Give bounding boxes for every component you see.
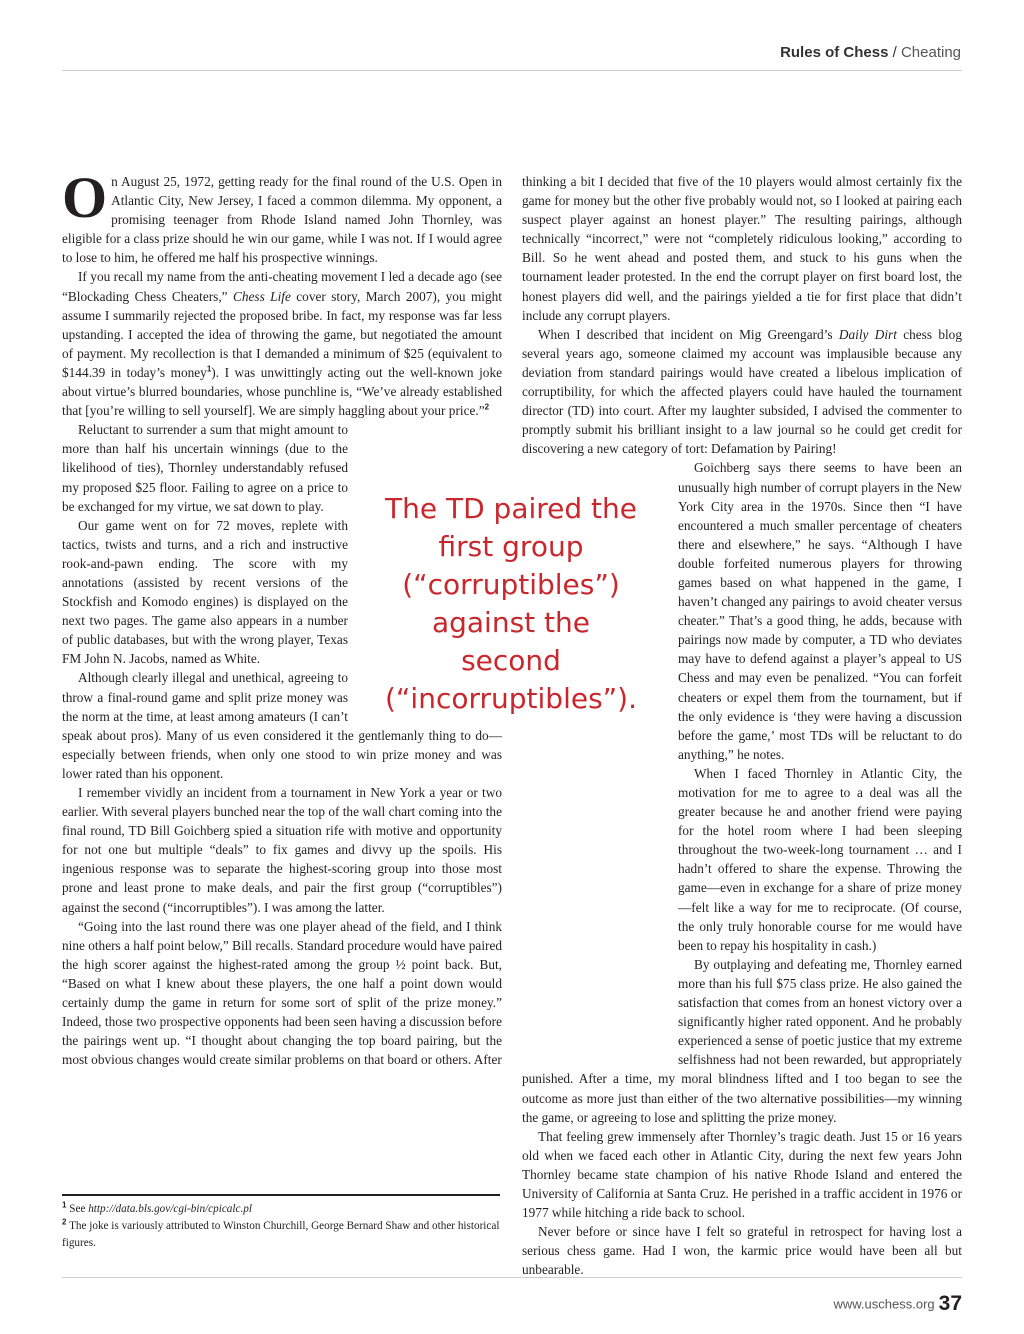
paragraph-1 <box>62 165 502 267</box>
header-section: Rules of Chess <box>780 44 889 61</box>
paragraph-7: “Going into the last round there was one player ahead of the field, and I think nine others a half point below,” Bill recalls. Standard procedure would have paired the high scorer against the highest-rated among the group ½ point back. But, “Based on what I knew about these players, the one half a point down would certainly dump the game in return for some sort of split of the prize money.” Indeed, those two prospective opponents had been seen having a discussion before the pairings went up. “I thought about changing the top board pairing, but the most obvious changes would create similar problems on that board or others. After <box>62 918 503 1068</box>
blog-title: Daily Dirt <box>838 326 897 342</box>
pullquote-space-right <box>522 746 678 1052</box>
footnote-2-text: The joke is variously attributed to Winston Churchill, George Bernard Shaw and other historical figures. <box>62 1220 500 1249</box>
paragraph-4: Our game went on for 72 moves, replete with tactics, twists and turns, and a rich and instructive rook-and-pawn ending. The score with my annotations (assisted by recent versions of the Stockfish and Komodo engines) is displayed on the next two pages. The game also appears in a number of public databases, but with the wrong player, Texas FM John N. Jacobs, named as White. <box>62 517 348 667</box>
footnote-1 <box>62 1201 502 1218</box>
paragraph-10: When I faced Thornley in Atlantic City, the motivation for me to agree to a deal was all the greater because he and another friend were paying for the hotel room where I had been sleeping throughout the two-week-long tournament … and I hadn’t offered to share the expense. Throwing the game—even in exchange for a share of prize money—felt like a way for me to reciprocate. (Of course, the only truly honorable course for me would have been to repay his hospitality in cash.) <box>678 765 962 953</box>
header-subsection: Cheating <box>900 44 961 61</box>
paragraph-2-text-b: cover story, March 2007), you might assume I summarily rejected the proposed bribe. In fact, my response was far less upstanding. I accepted the idea of throwing the game, but negotiated the amount of payment. My recollection is that I demanded a minimum of $25 (equivalent to $144.39 in today’s money <box>62 288 502 380</box>
header-rule <box>62 70 962 71</box>
paragraph-11: By outplaying and defeating me, Thornley earned more than his full $75 class prize. He also gained the satisfaction that comes from an honest victory over a significantly higher rated opponent. And he probably experienced a sense of poetic justice that my extreme selfishness had not been rewarded, but appropriately punished. After a time, my moral blindness lifted and I too began to see the outcome as more just than either of the two alternative possibilities—my winning the game, or agreeing to lose and splitting the prize money. <box>522 956 962 1125</box>
paragraph-2 <box>62 267 502 420</box>
pull-quote-line-5: second <box>461 644 561 677</box>
paragraph-9: Goichberg says there seems to have been an unusually high number of corrupt players in the New York City area in the 1970s. Since then “I have encountered a much smaller percentage of cheaters there and elsewhere,” he says. “Although I have double forfeited numerous players for throwing games based on what happened in the game, I haven’t changed any pairings to avoid cheater versus cheater.” That’s a good thing, he adds, because with pairings now made by computer, a TD who deviates may have to defend against a player’s appeal to US Chess and may even be penalized. “You can forfeit cheaters or expel them from the tournament, but if the only evidence is ‘they were having a discussion before the game,’ most TDs will be reluctant to do anything,” he notes. <box>678 460 962 762</box>
footnote-1-number: 1 <box>62 1200 67 1210</box>
magazine-title: Chess Life <box>232 288 291 304</box>
footnote-1-link[interactable]: http://data.bls.gov/cgi-bin/cpicalc.pl <box>88 1203 252 1215</box>
pull-quote-line-3: (“corruptibles”) <box>402 568 620 601</box>
paragraph-8-text-b: chess blog several years ago, someone claimed my account was implausible because any deviation from standard pairings would have created a libelous implication of corruptibility, for which the affected players could have hauled the tournament director (TD) into court. After my laughter subsided, I advised the commenter to promptly submit his brilliant insight to a law journal so he could get credit for discovering a new category of tort: Defamation by Pairing! <box>522 326 962 457</box>
footnote-rule <box>62 1194 500 1196</box>
footer-url[interactable]: www.uschess.org <box>833 1296 935 1312</box>
footnotes <box>62 1201 502 1252</box>
paragraph-1-text: n August 25, 1972, getting ready for the final round of the U.S. Open in Atlantic City, New Jersey, I faced a common dilemma. My opponent, a promising teenager from Rhode Island named John Thornley, was eligible for a class prize should he win our game, while I was not. If I would agree to lose to him, he offered me half his prospective winnings. <box>62 174 502 266</box>
footnote-ref-1: 1 <box>206 364 212 374</box>
paragraph-5: Although clearly illegal and unethical, agreeing to throw a final-round game and split prize money was the norm at the time, at least among amateurs (I can’t speak about pros). Many of us even considered it the gentlemanly thing to do—especially between friends, when only one stood to win prize money and was lower rated than his opponent. <box>62 670 502 781</box>
paragraph-2-text-c: ). I was unwittingly acting out the well-known joke about virtue’s blurred boundaries, whose punchline is, “We’ve already established that [you’re willing to sell yourself]. We are simply haggling about your price.” <box>62 364 502 419</box>
right-column <box>522 172 962 1279</box>
footer-rule <box>62 1277 962 1278</box>
header-separator: / <box>888 44 901 61</box>
pull-quote-line-6: (“incorruptibles”). <box>385 682 637 715</box>
footnote-1-text: See <box>69 1203 89 1215</box>
paragraph-12: That feeling grew immensely after Thornley’s tragic death. Just 15 or 16 years old when we faced each other in Atlantic City, during the next few years John Thornley became state champion of his native Rhode Island and entered the University of California at Santa Cruz. He perished in a traffic accident in 1976 or 1977 while hitching a ride back to school. <box>522 1128 962 1221</box>
paragraph-7-continued: thinking a bit I decided that five of the 10 players would almost certainly fix the game for money but the other five probably would not, so I looked at pairing each suspect player against an honest player.” The resulting pairings, although technically “incorrect,” were not “completely ridiculous looking,” according to Bill. So he went ahead and posted them, and stuck to his guns when the tournament leader protested. In the end the corrupt player on first board lost, the honest players did well, and the pairings yielded a tie for first place that didn’t include any corrupt players. <box>522 174 962 323</box>
paragraph-2-text-a: If you recall my name from the anti-cheating movement I led a decade ago (see “Blockading Chess Cheaters,” <box>62 269 502 304</box>
page-number: 37 <box>938 1292 962 1315</box>
paragraph-8-text-a: When I described that incident on Mig Greengard’s <box>538 326 839 342</box>
pull-quote-line-2: first group <box>438 530 584 563</box>
footnote-ref-2: 2 <box>484 402 490 412</box>
footnote-2 <box>62 1218 502 1252</box>
pull-quote <box>366 490 656 718</box>
pull-quote-line-4: against the <box>431 606 591 639</box>
page-footer <box>833 1292 962 1316</box>
drop-cap: O <box>62 165 108 230</box>
paragraph-8 <box>522 325 962 459</box>
paragraph-13: Never before or since have I felt so grateful in retrospect for having lost a serious chess game. Had I won, the karmic price would have been all but unbearable. <box>522 1224 962 1278</box>
footnote-2-number: 2 <box>62 1217 67 1227</box>
pull-quote-line-1: The TD paired the <box>385 492 637 525</box>
paragraph-3: Reluctant to surrender a sum that might amount to more than half his uncertain winnings (due to the likelihood of ties), Thornley understandably refused my proposed $25 floor. Failing to agree on a price to be exchanged for my virtue, we sat down to play. <box>62 422 348 514</box>
paragraph-6: I remember vividly an incident from a tournament in New York a year or two earlier. With several players bunched near the top of the wall chart coming into the final round, TD Bill Goichberg spied a situation rife with motive and opportunity for not one but multiple “deals” to fix games and divvy up the spoils. His ingenious response was to separate the highest-scoring group into those most prone and least prone to make deals, and pair the first group (“corruptibles”) against the second (“incorruptibles”). I was among the latter. <box>62 785 502 915</box>
running-header <box>780 44 961 61</box>
